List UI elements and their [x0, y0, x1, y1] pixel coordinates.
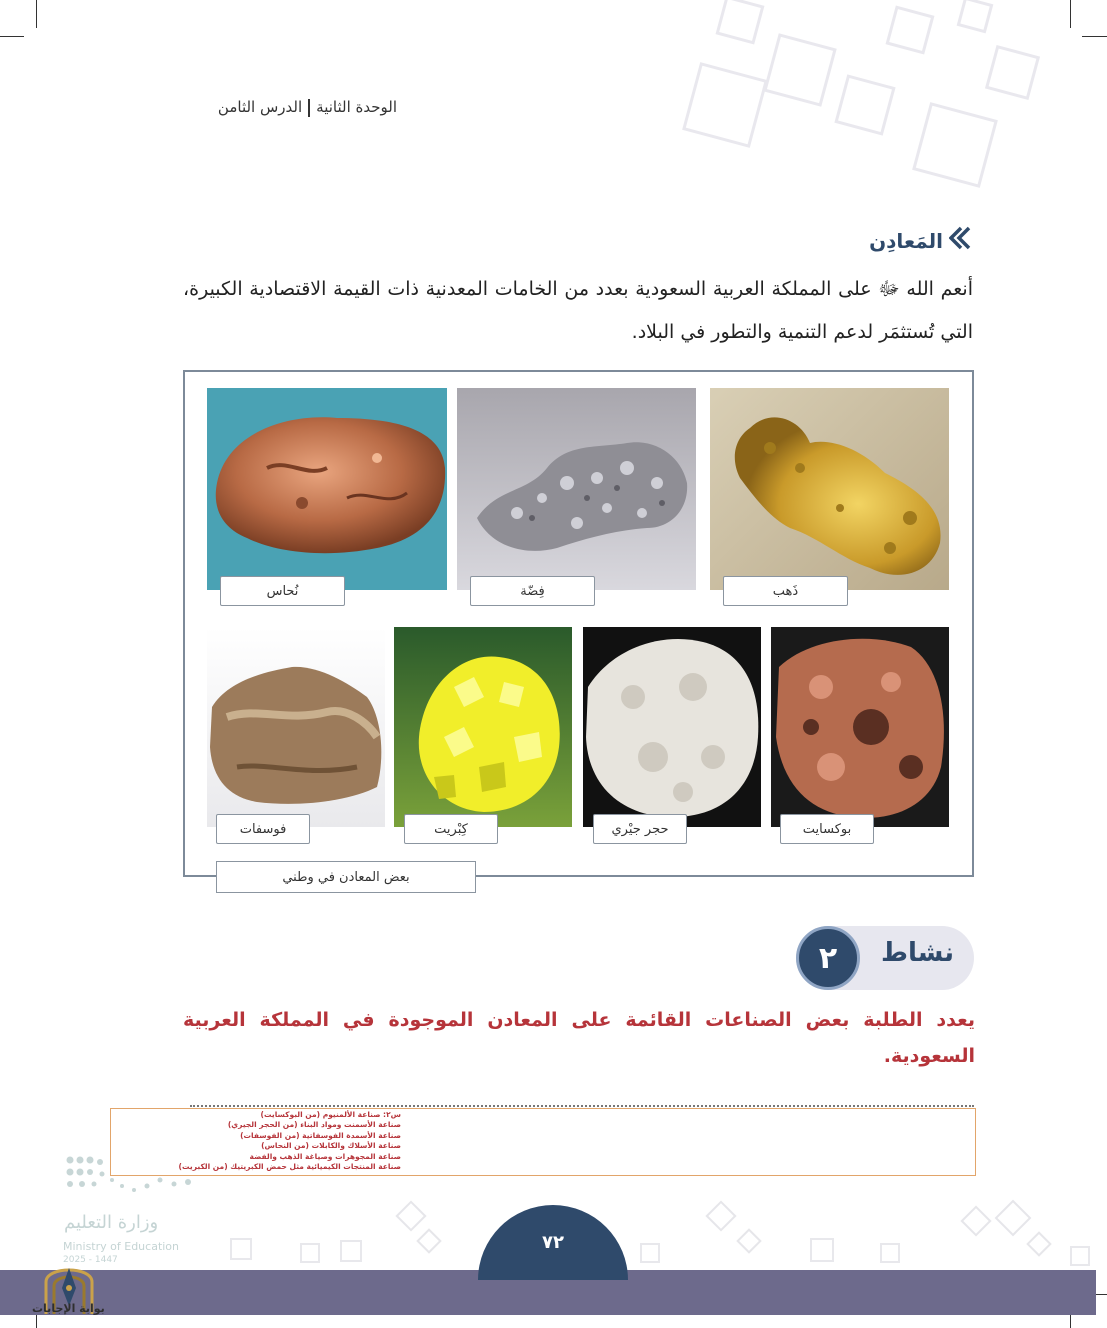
crop-mark	[1082, 36, 1107, 37]
running-header	[218, 98, 397, 117]
gold-photo	[710, 388, 949, 590]
section-title: المَعادِن	[869, 228, 943, 253]
double-chevron-icon	[949, 226, 971, 255]
phosphate-photo	[207, 627, 385, 827]
section-heading	[869, 226, 971, 255]
unit-label: الوحدة الثانية	[316, 98, 397, 116]
answer-line-5: صناعة المجوهرات وصياغة الذهب والفضة	[249, 1151, 401, 1161]
bauxite-photo	[771, 627, 949, 827]
sulfur-photo	[394, 627, 572, 827]
gold-label: ذَهب	[723, 576, 848, 606]
answer-line-4: صناعة الأسلاك والكابلات (من النحاس)	[261, 1141, 401, 1151]
answer-line-3: صناعة الأسمدة الفوسفاتية (من الفوسفات)	[240, 1130, 401, 1140]
silver-photo	[457, 388, 696, 590]
ministry-name-arabic: وزارة التعليم	[64, 1212, 159, 1233]
header-separator	[308, 99, 310, 117]
intro-paragraph: أنعم الله ﷻ على المملكة العربية السعودية بعدد من الخامات المعدنية ذات القيمة الاقتصادية الكبيرة، التي تُستثمَر لدعم التنمية والتطور في البلاد.	[183, 278, 973, 343]
bauxite-label: بوكسايت	[780, 814, 874, 844]
answer-line-1: س٢: صناعة الألمنيوم (من البوكسايت)	[260, 1110, 401, 1119]
activity-instruction: يعدد الطلبة بعض الصناعات القائمة على المعادن الموجودة في المملكة العربية السعودية.	[183, 1009, 975, 1067]
figure-caption: بعض المعادن في وطني	[216, 861, 476, 893]
activity-badge	[796, 926, 974, 990]
answer-line-6: صناعة المنتجات الكيميائية مثل حمض الكبريتيك (من الكبريت)	[178, 1162, 401, 1172]
phosphate-label: فوسفات	[216, 814, 310, 844]
activity-number: ٢	[796, 926, 860, 990]
brand-name: بوابة الإجابات	[32, 1302, 105, 1315]
answer-text	[179, 1110, 401, 1172]
silver-label: فِضّة	[470, 576, 595, 606]
lesson-label: الدرس الثامن	[217, 98, 303, 116]
limestone-photo	[583, 627, 761, 827]
crop-mark	[0, 36, 24, 37]
answer-line-2: صناعة الأسمنت ومواد البناء (من الحجر الجيري)	[227, 1120, 401, 1130]
crop-mark	[1070, 0, 1071, 28]
page-number: ٧٢	[542, 1232, 564, 1253]
crop-mark	[36, 0, 37, 28]
sulfur-label: كِبْريت	[404, 814, 498, 844]
answer-line	[190, 1105, 974, 1107]
activity-label: نشاط	[881, 938, 954, 968]
ministry-years: 2025 - 1447	[63, 1255, 118, 1265]
copper-photo	[207, 388, 447, 590]
ministry-name-english: Ministry of Education	[63, 1240, 180, 1253]
copper-label: نُحاس	[220, 576, 345, 606]
ministry-logo-dots	[62, 1150, 202, 1200]
limestone-label: حجر جيْري	[593, 814, 687, 844]
